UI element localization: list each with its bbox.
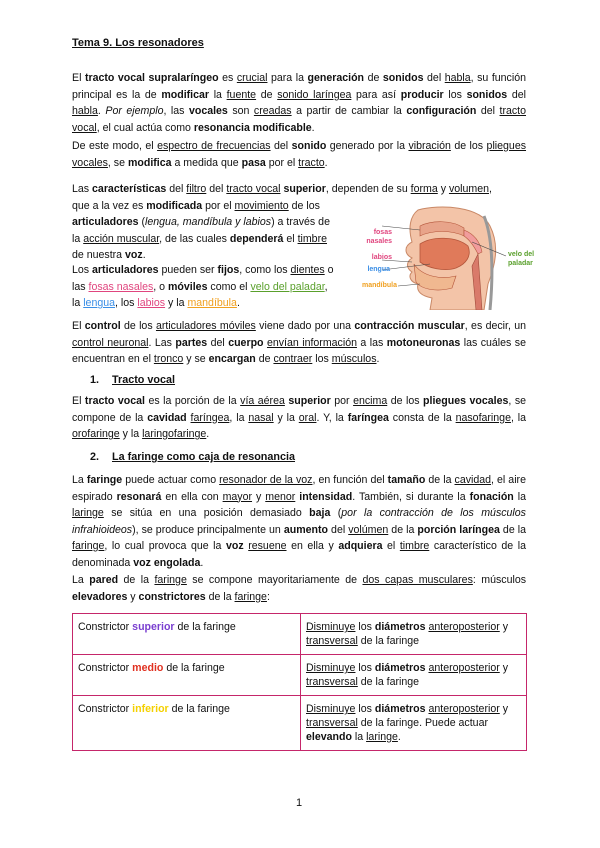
section-heading-tracto-vocal: 1. Tracto vocal [90,374,176,386]
paragraph-intro: El tracto vocal supralaríngeo es crucial para la generación de sonidos del habla, su función principal es la de modificar la fuente de sonido laríngea para así producir los sonidos del habla. Por ejemplo, las vocales son creadas a partir de cambiar la configuración del tracto vocal, el cual actúa como resonancia modificable. [72,72,527,134]
label-mandibula: mandíbula [362,282,398,289]
table-cell-muscle: Constrictor superior de la faringe [73,614,301,655]
paragraph-filter-rest: que a la vez es modificada por el movimiento de los articuladores (lengua, mandíbula y labios) a través de la acción muscular, de las cuales dependerá el timbre de nuestra voz. [72,199,330,261]
vocal-tract-diagram [360,206,540,310]
section-heading-faringe: 2. La faringe como caja de resonancia [90,451,296,463]
label-fosas-nasales: fosas nasales [366,229,392,245]
label-lengua: lengua [367,266,390,273]
paragraph-faringe-resonancia: La faringe puede actuar como resonador de la voz, en función del tamaño de la cavidad, el aire espirado resonará en ella con mayor y menor intensidad. También, si durante la fonación la laringe se sitúa en una posición demasiado baja (por la contracción de los músculos infrahioideos), se produce principalmente un aumento del volúmen de la porción laríngea de la faringe, lo cual provoca que la voz resuene en ella y adquiera el timbre característico de la denominada voz engolada. [72,474,526,569]
paragraph-control: El control de los articuladores móviles viene dado por una contracción muscular, es decir, un control neuronal. Las partes del cuerpo envían información a las motoneuronas las cuáles se encuentran en el tronco y se encargan de contraer los músculos. [72,320,526,365]
table-cell-muscle: Constrictor medio de la faringe [73,655,301,696]
label-velo-paladar: velo del paladar [508,251,535,267]
table-cell-muscle: Constrictor inferior de la faringe [73,696,301,751]
table-row [73,696,527,751]
paragraph-spectrum: De este modo, el espectro de frecuencias del sonido generado por la vibración de los pliegues vocales, se modifica a medida que pasa por el tracto. [72,140,527,169]
label-labios: labios [371,254,392,261]
page-title: Tema 9. Los resonadores [72,37,204,49]
paragraph-articulators: Los articuladores pueden ser fijos, como los dientes o las fosas nasales, o móviles como el velo del paladar, la lengua, los labios y la mandíbula. [72,264,334,309]
table-cell-function: Disminuye los diámetros anteroposterior y transversal de la faringe. Puede actuar elevando la laringe. [301,696,527,751]
page-number: 1 [296,797,303,809]
table-row [73,614,527,655]
table-cell-function: Disminuye los diámetros anteroposterior y transversal de la faringe [301,614,527,655]
paragraph-pared-faringe: La pared de la faringe se compone mayoritariamente de dos capas musculares: músculos elevadores y constrictores de la faringe: [72,574,527,603]
constrictors-table [72,613,527,751]
table-cell-function: Disminuye los diámetros anteroposterior y transversal de la faringe [301,655,527,696]
paragraph-tracto-vocal: El tracto vocal es la porción de la vía aérea superior por encima de los pliegues vocales, se compone de la cavidad faríngea, la nasal y la oral. Y, la faríngea consta de la nasofaringe, la orofaringe y la laringofaringe. [72,395,527,440]
paragraph-filter-line1: Las características del filtro del tracto vocal superior, dependen de su forma y volumen, [72,183,492,195]
table-row [73,655,527,696]
